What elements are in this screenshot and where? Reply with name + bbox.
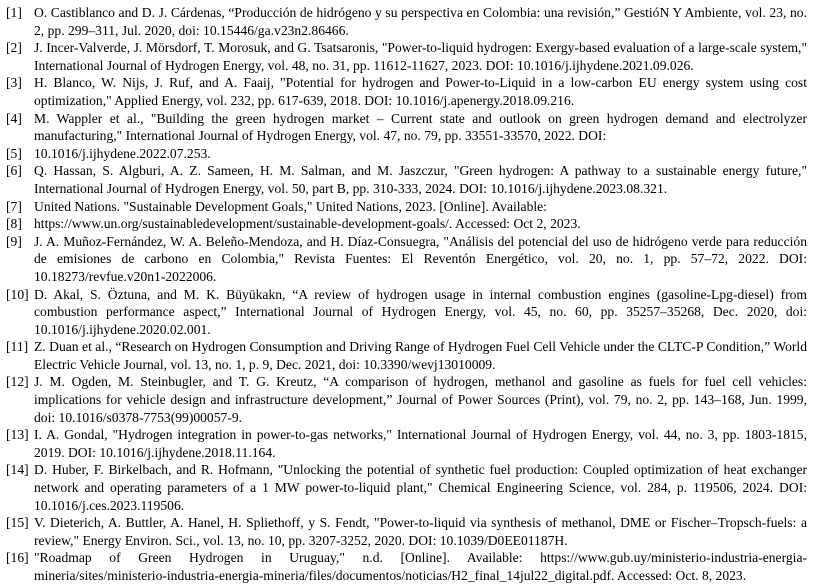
- reference-number: [4]: [6, 110, 22, 126]
- reference-text: J. A. Muñoz-Fernández, W. A. Beleño-Mendoza, and H. Díaz-Consuegra, "Análisis del potencial del uso de hidrógeno verde para reducción de emisiones de carbono en Colombia," Revista Fuentes: El Reventón Energético, vol. 20, no. 1, pp. 57–72, 2022. DOI: 10.18273/revfue.v20n1-2022006.: [34, 233, 807, 284]
- reference-number: [13]: [6, 427, 29, 443]
- reference-number: [3]: [6, 75, 22, 91]
- reference-text: "Roadmap of Green Hydrogen in Uruguay," n.d. [Online]. Available: https://www.gub.uy/ministerio-industria-energia-mineria/sites/ministerio-industria-energia-mineria/files/documentos/noticias/H2_final_14jul22_digital.pdf. Accessed: Oct. 8, 2023.: [34, 550, 807, 583]
- reference-text: J. Incer-Valverde, J. Mörsdorf, T. Morosuk, and G. Tsatsaronis, "Power-to-liquid hydrogen: Exergy-based evaluation of a large-scale system," International Journal of Hydrogen Energy, vol. 48, no. 31, pp. 11612-11627, 2023. DOI: 10.1016/j.ijhydene.2021.09.026.: [34, 40, 807, 73]
- reference-item: [6, 4, 807, 39]
- reference-text: https://www.un.org/sustainabledevelopment/sustainable-development-goals/. Accessed: Oct 2, 2023.: [34, 216, 581, 232]
- reference-number: [6]: [6, 163, 22, 179]
- reference-text: Q. Hassan, S. Algburi, A. Z. Sameen, H. M. Salman, and M. Jaszczur, "Green hydrogen: A pathway to a sustainable energy future," International Journal of Hydrogen Energy, vol. 50, part B, pp. 310-333, 2024. DOI: 10.1016/j.ijhydene.2023.08.321.: [34, 163, 807, 196]
- reference-number: [12]: [6, 374, 29, 390]
- reference-text: J. M. Ogden, M. Steinbugler, and T. G. Kreutz, “A comparison of hydrogen, methanol and gasoline as fuels for fuel cell vehicles: implications for vehicle design and infrastructure development,” Journal of Power Sources (Print), vol. 79, no. 2, pp. 143–168, Jun. 1999, doi: 10.1016/s0378-7753(99)00057-9.: [34, 374, 807, 425]
- reference-item: [6, 198, 807, 216]
- reference-text: M. Wappler et al., "Building the green hydrogen market – Current state and outlook on green hydrogen demand and electrolyzer manufacturing," International Journal of Hydrogen Energy, vol. 47, no. 79, pp. 33551-33570, 2022. DOI:: [34, 110, 807, 144]
- reference-text: H. Blanco, W. Nijs, J. Ruf, and A. Faaij, "Potential for hydrogen and Power-to-Liquid in a low-carbon EU energy system using cost optimization," Applied Energy, vol. 232, pp. 617-639, 2018. DOI: 10.1016/j.apenergy.2018.09.216.: [34, 75, 807, 108]
- reference-number: [1]: [6, 5, 22, 20]
- reference-text: D. Akal, S. Öztuna, and M. K. Büyükakn, “A review of hydrogen usage in internal combustion engines (gasoline-Lpg-diesel) from combustion performance aspect,” International Journal of Hydrogen Energy, vol. 45, no. 60, pp. 35257–35268, Dec. 2020, doi: 10.1016/j.ijhydene.2020.02.001.: [34, 286, 807, 337]
- reference-item: [6, 110, 807, 145]
- reference-text: United Nations. "Sustainable Development Goals," United Nations, 2023. [Online]. Available:: [34, 198, 547, 214]
- reference-item: [6, 39, 807, 74]
- reference-number: [16]: [6, 550, 29, 566]
- reference-number: [7]: [6, 198, 22, 214]
- reference-item: [6, 215, 807, 233]
- reference-item: [6, 233, 807, 286]
- reference-item: [6, 74, 807, 109]
- reference-text: O. Castiblanco and D. J. Cárdenas, “Producción de hidrógeno y su perspectiva en Colombia: una revisión,” GestióN Y Ambiente, vol. 23, no. 2, pp. 299–311, Jul. 2020, doi: 10.15446/ga.v23n2.86466.: [34, 5, 807, 38]
- reference-item: [6, 461, 807, 514]
- reference-number: [15]: [6, 515, 29, 531]
- reference-number: [14]: [6, 462, 29, 478]
- reference-number: [2]: [6, 40, 22, 56]
- reference-item: [6, 373, 807, 426]
- reference-item: [6, 514, 807, 549]
- reference-number: [11]: [6, 339, 29, 355]
- reference-item: [6, 549, 807, 584]
- reference-item: [6, 162, 807, 197]
- reference-text: V. Dieterich, A. Buttler, A. Hanel, H. Spliethoff, y S. Fendt, "Power-to-liquid via synthesis of methanol, DME or Fischer–Tropsch-fuels: a review," Energy Environ. Sci., vol. 13, no. 10, pp. 3207-3252, 2020. DOI: 10.1039/D0EE01187H.: [34, 515, 807, 548]
- reference-text: Z. Duan et al., “Research on Hydrogen Consumption and Driving Range of Hydrogen Fuel Cell Vehicle under the CLTC-P Condition,” World Electric Vehicle Journal, vol. 13, no. 1, p. 9, Dec. 2021, doi: 10.3390/wevj13010009.: [34, 339, 807, 372]
- reference-text: D. Huber, F. Birkelbach, and R. Hofmann, "Unlocking the potential of synthetic fuel production: Coupled optimization of heat exchanger network and operating parameters of a 1 MW power-to-liquid plant," Chemical Engineering Science, vol. 284, p. 119506, 2024. DOI: 10.1016/j.ces.2023.119506.: [34, 462, 807, 513]
- reference-item: [6, 286, 807, 339]
- reference-text: I. A. Gondal, "Hydrogen integration in power-to-gas networks," International Journal of Hydrogen Energy, vol. 44, no. 3, pp. 1803-1815, 2019. DOI: 10.1016/j.ijhydene.2018.11.164.: [34, 427, 807, 460]
- reference-number: [5]: [6, 145, 22, 161]
- reference-text: 10.1016/j.ijhydene.2022.07.253.: [34, 145, 211, 161]
- reference-item: [6, 145, 807, 163]
- reference-number: [10]: [6, 286, 29, 302]
- reference-item: [6, 338, 807, 373]
- reference-item: [6, 426, 807, 461]
- reference-number: [9]: [6, 233, 22, 249]
- reference-number: [8]: [6, 216, 22, 232]
